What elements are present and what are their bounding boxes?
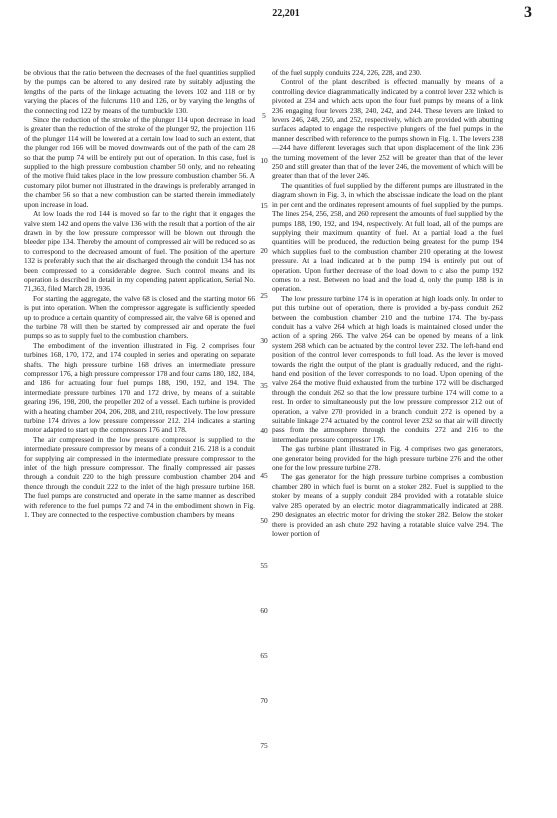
left-paragraph-1: be obvious that the ratio between the decreases of the fuel quantities supplied by the pumps can be altered to any desired rate by suitably adjusting the lengths of the parts of the linkage actuating the levers 102 and 118 or by varying the places of the fulcrums 110 and 126, or by varying the lengths of the connecting rod 122 by means of the turnbuckle 130.	[24, 68, 255, 115]
right-paragraph-6: The gas generator for the high pressure turbine comprises a combustion chamber 280 in which fuel is burnt on a stoker 282. Fuel is supplied to the stoker by means of a supply conduit 284 provided with a rotatable sluice valve 285 operated by an electric motor diagrammatically indicated at 288. 290 designates an electric motor for driving the stoker 282. Below the stoker there is provided an ash chute 292 having a rotatable sluice valve 294. The lower portion of	[272, 472, 503, 538]
line-number: 5	[262, 111, 266, 120]
line-number: 15	[260, 201, 268, 210]
patent-number: 22,201	[272, 8, 300, 19]
line-number: 50	[260, 516, 268, 525]
right-paragraph-1: of the fuel supply conduits 224, 226, 228, and 230.	[272, 68, 422, 77]
line-number: 25	[260, 291, 268, 300]
line-number: 60	[260, 606, 268, 615]
left-paragraph-5: The embodiment of the invention illustrated in Fig. 2 comprises four turbines 168, 170, 172, and 174 coupled in series and operating on separate shafts. The high pressure turbine 168 drives an intermediate pressure compressor 176, a high pressure compressor 178 and four cams 180, 182, 184, and 186 for actuating four fuel pumps 188, 190, 192, and 194. The intermediate pressure turbines 170 and 172 drive, by means of a suitable gearing 196, 198, 200, the propeller 202 of a vessel. Each turbine is provided with a heating chamber 204, 206, 208, and 210, respectively. The low pressure turbine 174 drives a low pressure compressor 212. 214 indicates a starting motor adapted to start up the compressors 176 and 178.	[24, 340, 255, 435]
line-number: 30	[260, 336, 268, 345]
left-paragraph-4: For starting the aggregate, the valve 68 is closed and the starting motor 66 is put into operation. When the compressor aggregate is sufficiently speeded up to produce a certain quantity of compressed air, the valve 68 is opened and the turbine 78 will then be started by compressed air and operate the fuel pumps so as to supply fuel to the combustion chambers.	[24, 293, 255, 341]
page-header	[0, 4, 557, 24]
line-number: 10	[260, 156, 268, 165]
left-paragraph-3: At low loads the rod 144 is moved so far to the right that it engages the valve stem 142 and opens the valve 136 with the result that a portion of the air drawn in by the low pressure compressor will be blown out through the bleeder pipe 134. Thereby the amount of compressed air will be reduced so as to correspond to the decreased amount of fuel. The position of the aperture 132 is preferably such that the air discharged through the conduit 134 has not been compressed to a considerable degree. Such control means and its operation is described in detail in my copending patent application, Serial No. 71,363, filed March 28, 1936.	[24, 209, 255, 294]
left-paragraph-6: The air compressed in the low pressure compressor is supplied to the intermediate pressure compressor by means of a conduit 216. 218 is a conduit for supplying air compressed in the intermediate pressure compressor to the inlet of the high pressure compressor. The finally compressed air passes through a conduit 220 to the high pressure combustion chamber 204 and thence through the conduit 222 to the inlet of the high pressure turbine 168. The fuel pumps are constructed and operate in the same manner as described with reference to the fuel pumps 72 and 74 in the embodiment shown in Fig. 1. They are connected to the respective combustion chambers by means	[24, 434, 255, 520]
line-number: 65	[260, 651, 268, 660]
right-paragraph-4: The low pressure turbine 174 is in operation at high loads only. In order to put this turbine out of operation, there is provided a by-pass conduit 262 between the combustion chamber 210 and the turbine 174. The by-pass conduit has a valve 264 which at high loads is maintained closed under the action of a spring 266. The valve 264 can be opened by means of a link system 268 which can be actuated by the control lever 232. The left-hand end position of the control lever corresponds to full load. As the lever is moved towards the right the output of the plant is gradually reduced, and the right-hand end position of the lever corresponds to no load. Upon opening of the valve 264 the motive fluid exhausted from the turbine 172 will be discharged through the conduit 262 so that the low pressure turbine 174 will come to a rest. In order to simultaneously put the low pressure compressor 212 out of operation, a valve 270 provided in a branch conduit 272 is opened by a suitable linkage 274 actuated by the control lever 232 so that air will directly pass from the atmosphere through the conduits 272 and 216 to the intermediate pressure compressor 176.	[272, 293, 503, 444]
line-number: 40	[260, 426, 268, 435]
line-number: 45	[260, 471, 268, 480]
line-number: 75	[260, 741, 268, 750]
page-number: 3	[524, 4, 532, 21]
right-paragraph-5: The gas turbine plant illustrated in Fig. 4 comprises two gas generators, one generator being provided for the high pressure turbine 276 and the other one for the low pressure turbine 278.	[272, 444, 503, 473]
line-number: 20	[260, 246, 268, 255]
line-number: 35	[260, 381, 268, 390]
line-number: 55	[260, 561, 268, 570]
right-paragraph-3: The quantities of fuel supplied by the different pumps are illustrated in the diagram shown in Fig. 3, in which the abscissae indicate the load on the plant in per cent and the ordinates represent amounts of fuel supplied by the pumps. The lines 254, 256, 258, and 260 represent the amounts of fuel supplied by the pumps 188, 190, 192, and 194, respectively. At full load, all of the pumps are supplying their maximum quantity of fuel. At a partial load a the fuel quantities will be produced, the reduction being greatest for the pump 194 which supplies fuel to the combustion chamber 210 operating at the lowest pressure. At a load indicated at b the pump 194 is entirely put out of operation. Upon further decrease of the load down to c also the pump 192 comes to a rest. Between no load and the load d, only the pump 188 is in operation.	[272, 180, 503, 294]
line-number: 70	[260, 696, 268, 705]
left-paragraph-2: Since the reduction of the stroke of the plunger 114 upon decrease in load is greater than the reduction of the stroke of the plunger 92, the projection 116 of the plunger 114 will be lowered at a certain low load to such an extent, that the plunger rod 166 will be moved downwards out of the path of the cam 28 so that the pump 74 will be entirely put out of operation. In this case, fuel is supplied to the high pressure combustion chamber 50 only, and no reheating of the motive fluid takes place in the low pressure combustion chamber 56. A customary pilot burner not illustrated in the drawings is preferably arranged in the chamber 56 so that a new combustion can be started therein immediately upon increase in load.	[24, 115, 255, 209]
right-paragraph-2: Control of the plant described is effected manually by means of a controlling device diagrammatically indicated by a control lever 232 which is pivoted at 234 and which acts upon the four fuel pumps by means of a link 236 engaging four levers 238, 240, 242, and 244. These levers are linked to levers 246, 248, 250, and 252, respectively, which are provided with abutting surfaces adapted to engage the respective plungers of the fuel pumps in the manner described with reference to the pumps shown in Fig. 1. The levers 238—244 have different leverages such that upon displacement of the link 236 the turning movement of the lever 252 will be greater than that of the lever 250 and still greater than that of the lever 246, the movement of which will be greater than that of the lever 246.	[272, 77, 503, 181]
left-column	[24, 68, 255, 520]
right-column	[272, 68, 503, 538]
